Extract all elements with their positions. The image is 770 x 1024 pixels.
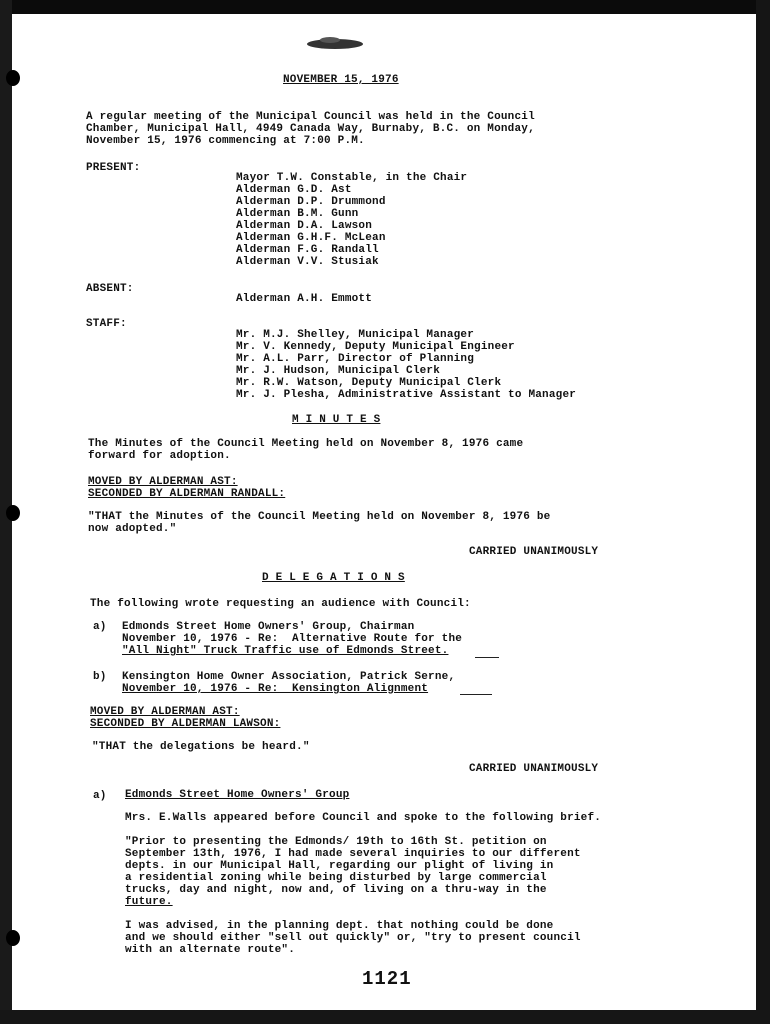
moved-by: MOVED BY ALDERMAN AST:	[90, 706, 240, 718]
moved-by: MOVED BY ALDERMAN AST:	[88, 476, 238, 488]
page-number: 1121	[362, 968, 412, 990]
present-name: Mayor T.W. Constable, in the Chair	[236, 172, 468, 184]
present-name: Alderman G.H.F. McLean	[236, 232, 386, 244]
intro-line: November 15, 1976 commencing at 7:00 P.M.	[86, 135, 365, 147]
delegation-line: November 10, 1976 - Re: Kensington Alignment	[122, 683, 429, 695]
section-title: Edmonds Street Home Owners' Group	[125, 789, 350, 801]
intro-line: Chamber, Municipal Hall, 4949 Canada Way, Burnaby, B.C. on Monday,	[86, 123, 535, 135]
staff-name: Mr. J. Hudson, Municipal Clerk	[236, 365, 441, 377]
present-name: Alderman F.G. Randall	[236, 244, 379, 256]
staff-name: Mr. R.W. Watson, Deputy Municipal Clerk	[236, 377, 502, 389]
brief-line: "Prior to presenting the Edmonds/ 19th to 16th St. petition on	[125, 836, 547, 848]
brief-line: future.	[125, 896, 173, 908]
meeting-date: NOVEMBER 15, 1976	[283, 74, 399, 86]
delegation-marker: a)	[93, 621, 107, 633]
minutes-text: The Minutes of the Council Meeting held on November 8, 1976 came	[88, 438, 524, 450]
brief-line: trucks, day and night, now and, of living on a thru-way in the	[125, 884, 547, 896]
brief-line: with an alternate route".	[125, 944, 296, 956]
staff-name: Mr. V. Kennedy, Deputy Municipal Engineer	[236, 341, 515, 353]
present-name: Alderman D.A. Lawson	[236, 220, 373, 232]
brief-line: and we should either "sell out quickly" or, "try to present council	[125, 932, 581, 944]
section-marker: a)	[93, 790, 107, 802]
delegation-marker: b)	[93, 671, 107, 683]
intro-line: A regular meeting of the Municipal Council was held in the Council	[86, 111, 535, 123]
absent-label: ABSENT:	[86, 283, 134, 295]
absent-name: Alderman A.H. Emmott	[236, 293, 373, 305]
delegations-intro: The following wrote requesting an audience with Council:	[90, 598, 471, 610]
present-name: Alderman V.V. Stusiak	[236, 256, 379, 268]
carried-status: CARRIED UNANIMOUSLY	[469, 763, 599, 775]
present-name: Alderman G.D. Ast	[236, 184, 352, 196]
staff-name: Mr. A.L. Parr, Director of Planning	[236, 353, 475, 365]
carried-status: CARRIED UNANIMOUSLY	[469, 546, 599, 558]
delegations-heading: D E L E G A T I O N S	[262, 572, 405, 584]
underline-rule	[460, 694, 492, 695]
brief-line: depts. in our Municipal Hall, regarding our plight of living in	[125, 860, 554, 872]
delegation-line: Kensington Home Owner Association, Patrick Serne,	[122, 671, 456, 683]
seconded-by: SECONDED BY ALDERMAN RANDALL:	[88, 488, 286, 500]
brief-line: I was advised, in the planning dept. that nothing could be done	[125, 920, 554, 932]
delegation-line: Edmonds Street Home Owners' Group, Chairman	[122, 621, 415, 633]
present-name: Alderman B.M. Gunn	[236, 208, 359, 220]
delegation-line: "All Night" Truck Traffic use of Edmonds Street.	[122, 645, 449, 657]
seconded-by: SECONDED BY ALDERMAN LAWSON:	[90, 718, 281, 730]
present-label: PRESENT:	[86, 162, 141, 174]
minutes-heading: M I N U T E S	[292, 414, 381, 426]
section-intro: Mrs. E.Walls appeared before Council and spoke to the following brief.	[125, 812, 602, 824]
resolution-text: "THAT the delegations be heard."	[92, 741, 310, 753]
brief-line: September 13th, 1976, I had made several inquiries to our different	[125, 848, 581, 860]
underline-rule	[475, 657, 499, 658]
staff-label: STAFF:	[86, 318, 127, 330]
resolution-text: now adopted."	[88, 523, 177, 535]
resolution-text: "THAT the Minutes of the Council Meeting held on November 8, 1976 be	[88, 511, 551, 523]
staff-name: Mr. M.J. Shelley, Municipal Manager	[236, 329, 475, 341]
delegation-line: November 10, 1976 - Re: Alternative Route for the	[122, 633, 463, 645]
staff-name: Mr. J. Plesha, Administrative Assistant to Manager	[236, 389, 577, 401]
brief-line: a residential zoning while being disturbed by large commercial	[125, 872, 547, 884]
present-name: Alderman D.P. Drummond	[236, 196, 386, 208]
minutes-text: forward for adoption.	[88, 450, 231, 462]
